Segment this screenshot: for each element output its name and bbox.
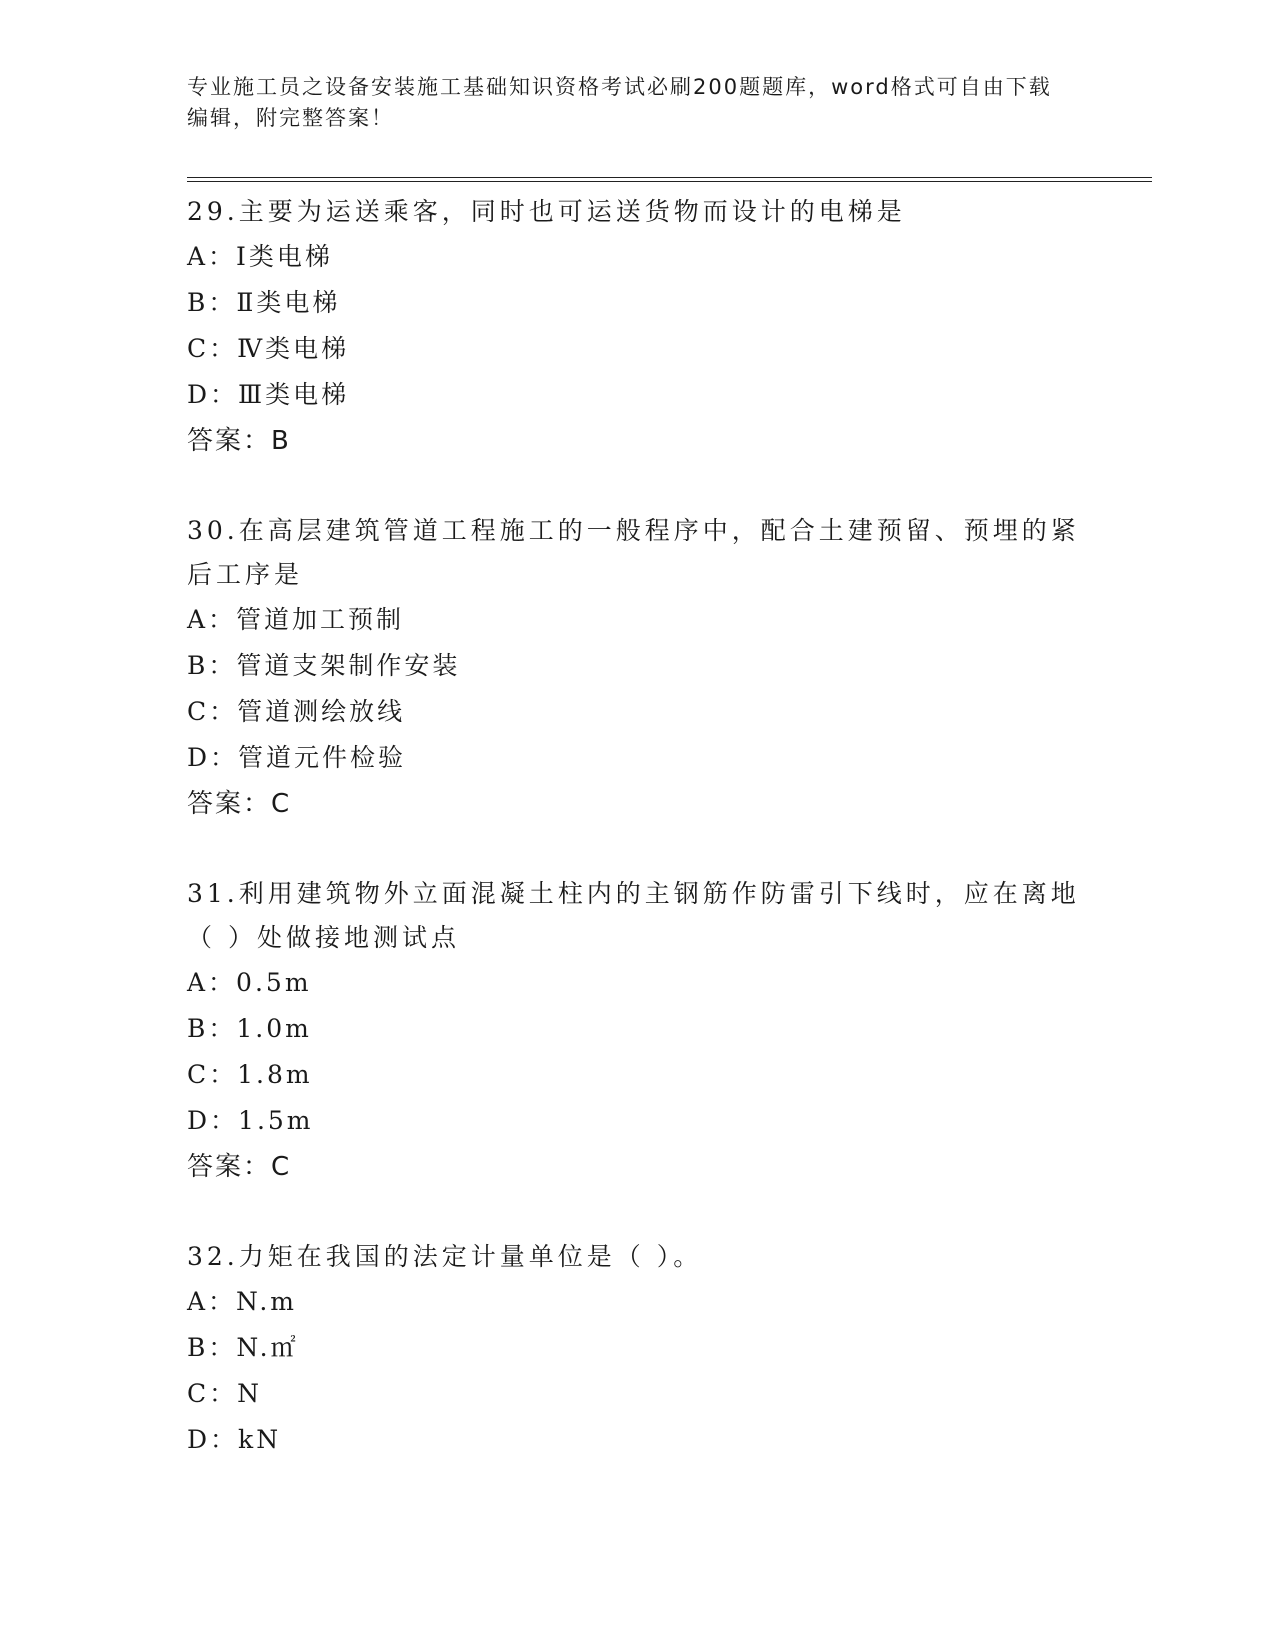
question-31 — [187, 872, 1087, 1190]
option-b: B：管道支架制作安装 — [187, 651, 461, 680]
question-29 — [187, 190, 1087, 464]
question-text: 31.利用建筑物外立面混凝土柱内的主钢筋作防雷引下线时，应在离地（ ）处做接地测试点 — [187, 879, 1080, 952]
option-a: A：管道加工预制 — [187, 605, 405, 634]
option-b: B：Ⅱ类电梯 — [187, 288, 341, 317]
header-divider-bottom — [187, 181, 1152, 182]
question-text: 32.力矩在我国的法定计量单位是（ ）。 — [187, 1242, 703, 1271]
header-divider-top — [187, 177, 1152, 178]
option-c: C：管道测绘放线 — [187, 697, 406, 726]
answer: 答案：C — [187, 789, 292, 819]
question-32 — [187, 1235, 1087, 1463]
option-b: B：1.0m — [187, 1014, 312, 1043]
question-text: 29.主要为运送乘客，同时也可运送货物而设计的电梯是 — [187, 197, 906, 226]
option-c: C：1.8m — [187, 1060, 313, 1089]
question-text: 30.在高层建筑管道工程施工的一般程序中，配合土建预留、预埋的紧后工序是 — [187, 516, 1080, 589]
document-header: 专业施工员之设备安装施工基础知识资格考试必刷200题题库，word格式可自由下载编辑，附完整答案！ — [187, 75, 1052, 130]
answer: 答案：C — [187, 1152, 292, 1182]
option-c: C：N — [187, 1379, 263, 1408]
option-d: D：1.5m — [187, 1106, 314, 1135]
question-list — [187, 190, 1087, 1508]
option-d: D：Ⅲ类电梯 — [187, 380, 350, 409]
option-d: D：管道元件检验 — [187, 743, 407, 772]
option-a: A：Ⅰ类电梯 — [187, 242, 333, 271]
question-30 — [187, 509, 1087, 827]
answer: 答案：B — [187, 426, 291, 456]
option-d: D：kN — [187, 1425, 282, 1454]
option-b: B：N.㎡ — [187, 1333, 299, 1362]
option-a: A：N.m — [187, 1287, 297, 1316]
option-a: A：0.5m — [187, 968, 312, 997]
option-c: C：Ⅳ类电梯 — [187, 334, 350, 363]
